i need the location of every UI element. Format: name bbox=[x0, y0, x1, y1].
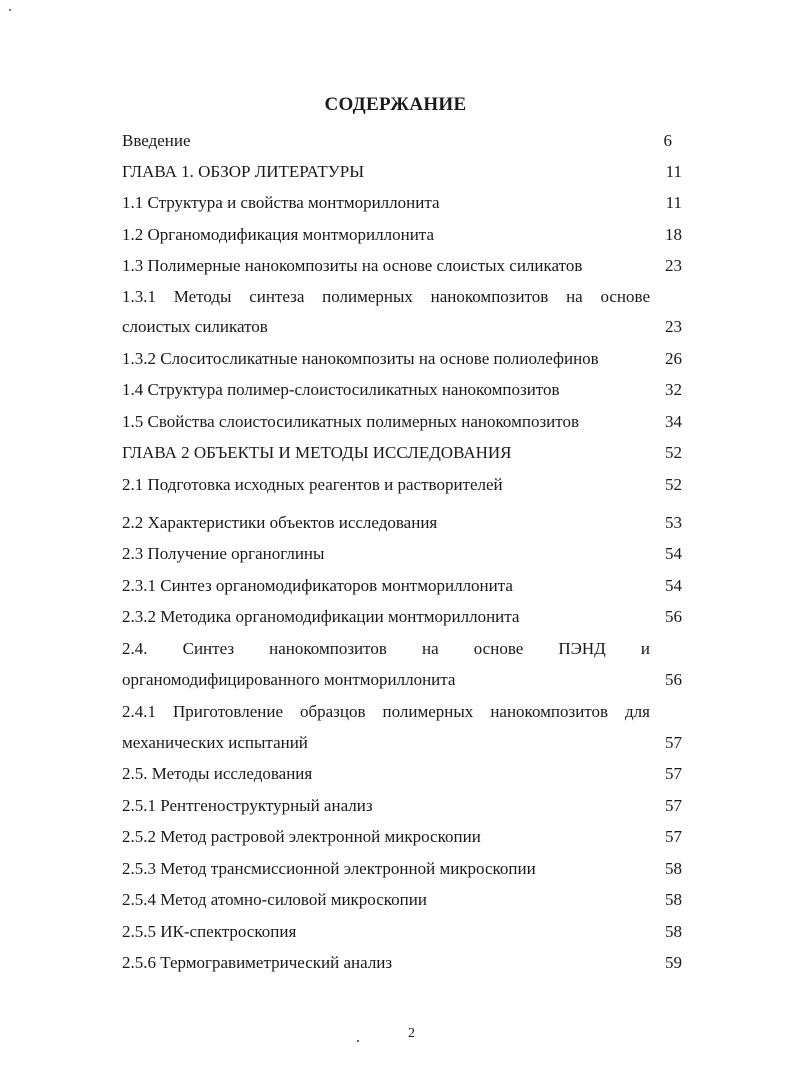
scan-artifact-dot bbox=[9, 9, 11, 11]
toc-entry-text: 1.5 Свойства слоистосиликатных полимерных нанокомпозитов bbox=[122, 412, 579, 431]
toc-entry-text-continued: механических испытаний bbox=[122, 733, 308, 752]
toc-entry-page: 53 bbox=[665, 513, 682, 532]
toc-entry-text: 1.3.2 Слоситосликатные нанокомпозиты на основе полиолефинов bbox=[122, 349, 599, 368]
toc-entry-page: 57 bbox=[665, 764, 682, 783]
toc-entry-text: 2.1 Подготовка исходных реагентов и растворителей bbox=[122, 475, 503, 494]
toc-entry-page: 26 bbox=[665, 349, 682, 368]
toc-entry-text: 2.5.2 Метод растровой электронной микроскопии bbox=[122, 827, 481, 846]
toc-entry-page: 6 bbox=[663, 131, 672, 150]
toc-entry-text: 2.5. Методы исследования bbox=[122, 764, 313, 783]
toc-entry-page: 32 bbox=[665, 380, 682, 399]
table-of-contents bbox=[122, 0, 682, 1084]
toc-entry-text: ГЛАВА 1. ОБЗОР ЛИТЕРАТУРЫ bbox=[122, 162, 365, 181]
toc-entry-text: 2.3 Получение органоглины bbox=[122, 544, 325, 563]
toc-entry-page: 58 bbox=[665, 859, 682, 878]
toc-entry-text: 2.5.5 ИК-спектроскопия bbox=[122, 922, 297, 941]
toc-entry-page: 56 bbox=[665, 607, 682, 626]
toc-entry-page: 58 bbox=[665, 890, 682, 909]
toc-entry-page: 57 bbox=[665, 733, 682, 752]
scan-artifact-dot bbox=[357, 1040, 359, 1042]
toc-entry-page: 18 bbox=[665, 225, 682, 244]
toc-entry-page: 54 bbox=[665, 544, 682, 563]
toc-entry-page: 11 bbox=[665, 162, 682, 181]
toc-entry-text: 1.2 Органомодификация монтмориллонита bbox=[122, 225, 434, 244]
toc-entry-page: 11 bbox=[665, 193, 682, 212]
toc-entry-text: Введение bbox=[122, 131, 191, 150]
toc-entry-text: 2.3.2 Методика органомодификации монтмориллонита bbox=[122, 607, 520, 626]
toc-entry-page: 57 bbox=[665, 827, 682, 846]
toc-entry-text: 2.4. Синтез нанокомпозитов на основе ПЭНД и bbox=[122, 639, 650, 658]
toc-entry-text: 2.5.4 Метод атомно-силовой микроскопии bbox=[122, 890, 427, 909]
toc-entry-text: 2.2 Характеристики объектов исследования bbox=[122, 513, 438, 532]
toc-entry-text: 2.5.6 Термогравиметрический анализ bbox=[122, 953, 393, 972]
toc-entry-text: 1.4 Структура полимер-слоистосиликатных нанокомпозитов bbox=[122, 380, 560, 399]
toc-entry-text: 1.3 Полимерные нанокомпозиты на основе слоистых силикатов bbox=[122, 256, 583, 275]
toc-title: СОДЕРЖАНИЕ bbox=[324, 94, 467, 115]
toc-entry-page: 54 bbox=[665, 576, 682, 595]
toc-entry-page: 56 bbox=[665, 670, 682, 689]
toc-entry-text: 2.5.1 Рентгеноструктурный анализ bbox=[122, 796, 373, 815]
toc-entry-page: 58 bbox=[665, 922, 682, 941]
toc-entry-text: 1.1 Структура и свойства монтмориллонита bbox=[122, 193, 440, 212]
toc-entry-page: 59 bbox=[665, 953, 682, 972]
page-number: 2 bbox=[408, 1026, 415, 1041]
toc-entry-page: 52 bbox=[665, 443, 682, 462]
toc-entry-page: 23 bbox=[665, 256, 682, 275]
toc-entry-page: 52 bbox=[665, 475, 682, 494]
toc-entry-page: 34 bbox=[665, 412, 682, 431]
toc-entry-text: 1.3.1 Методы синтеза полимерных нанокомпозитов на основе bbox=[122, 287, 650, 306]
toc-entry-page: 23 bbox=[665, 317, 682, 336]
toc-entry-page: 57 bbox=[665, 796, 682, 815]
toc-entry-text: 2.4.1 Приготовление образцов полимерных нанокомпозитов для bbox=[122, 702, 650, 721]
toc-entry-text: ГЛАВА 2 ОБЪЕКТЫ И МЕТОДЫ ИССЛЕДОВАНИЯ bbox=[122, 443, 512, 462]
toc-entry-text-continued: слоистых силикатов bbox=[122, 317, 268, 336]
toc-entry-text: 2.3.1 Синтез органомодификаторов монтмориллонита bbox=[122, 576, 513, 595]
toc-entry-text: 2.5.3 Метод трансмиссионной электронной микроскопии bbox=[122, 859, 536, 878]
toc-entry-text-continued: органомодифицированного монтмориллонита bbox=[122, 670, 456, 689]
